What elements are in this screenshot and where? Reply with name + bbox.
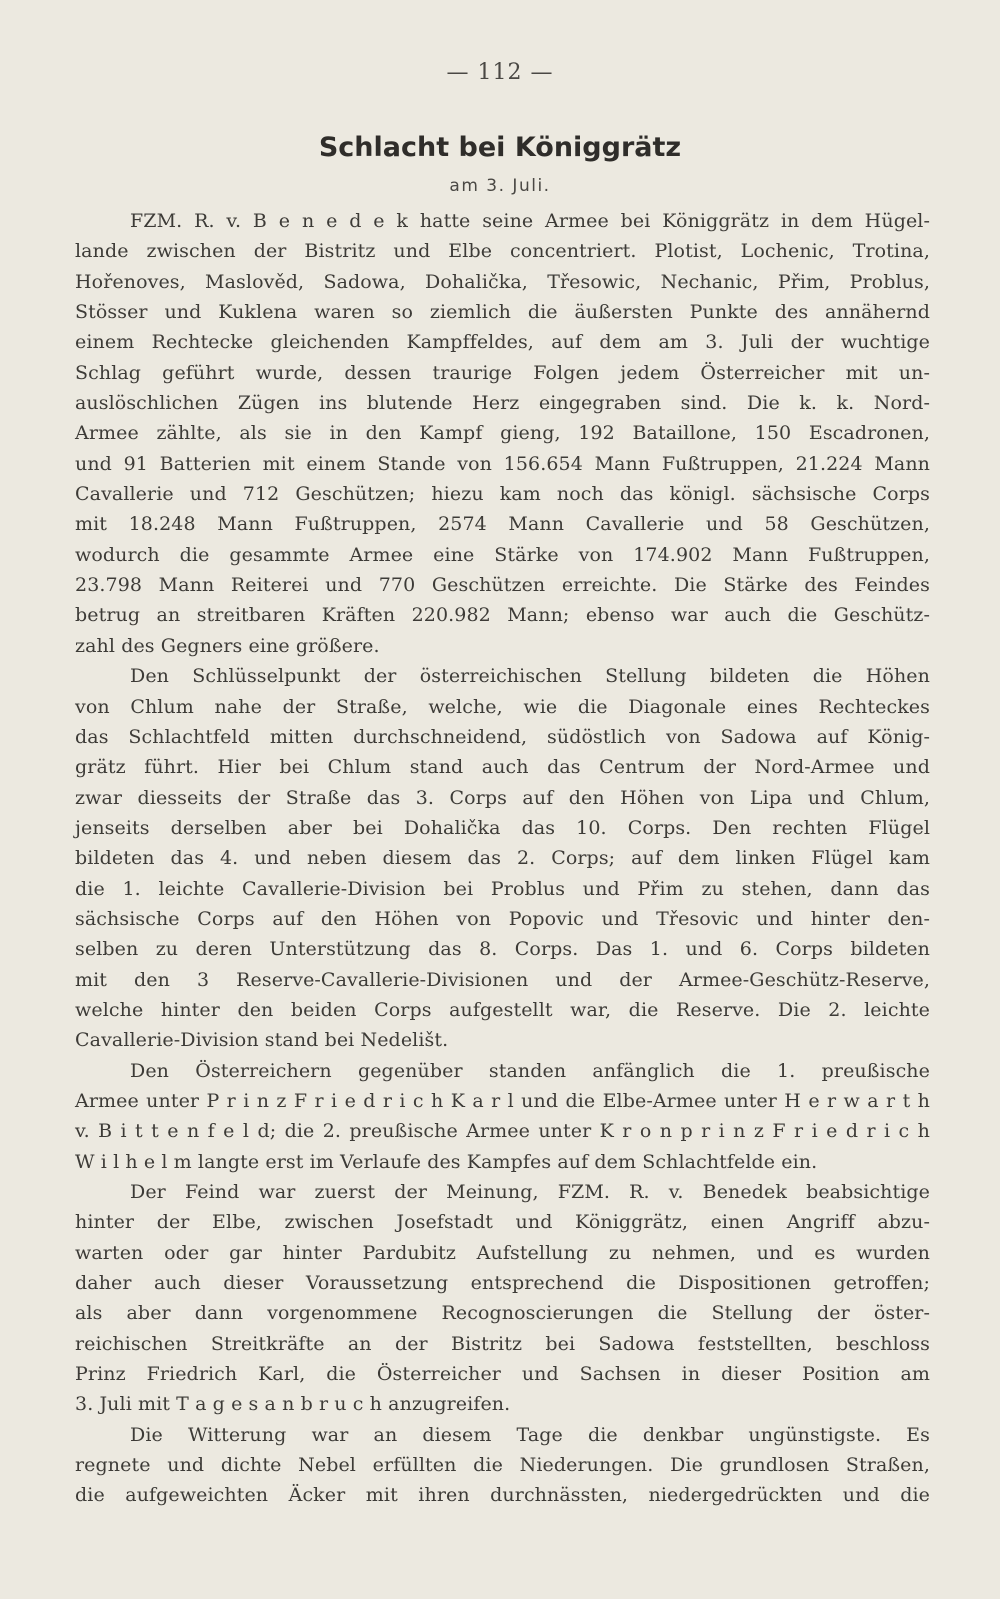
text-line: reichischen Streitkräfte an der Bistritz bei Sadowa feststellten, beschloss [75,1332,930,1355]
text-line: Schlag geführt wurde, dessen traurige Folgen jedem Österreicher mit un- [75,361,930,384]
text-line: Stösser und Kuklena waren so ziemlich die äußersten Punkte des annähernd [75,301,930,324]
text-line: zahl des Gegners eine größere. [75,634,380,657]
text-line: mit den 3 Reserve-Cavallerie-Divisionen und der Armee-Geschütz-Reserve, [75,968,930,991]
text-line: Prinz Friedrich Karl, die Österreicher und Sachsen in dieser Position am [75,1363,930,1386]
text-line: FZM. R. v. B e n e d e k hatte seine Armee bei Königgrätz in dem Hügel- [130,210,930,232]
body-text [75,206,930,1511]
text-line: zwar diesseits der Straße das 3. Corps auf den Höhen von Lipa und Chlum, [75,786,930,809]
text-line: einem Rechtecke gleichenden Kampffeldes, auf dem am 3. Juli der wuchtige [75,331,930,354]
text-line: v. B i t t e n f e l d; die 2. preußische Armee unter K r o n p r i n z F r i e d r i c h [75,1120,930,1143]
text-line: 3. Juli mit T a g e s a n b r u c h anzugreifen. [75,1393,511,1416]
text-line: 23.798 Mann Reiterei und 770 Geschützen erreichte. Die Stärke des Feindes [75,574,930,597]
text-line: Cavallerie und 712 Geschützen; hiezu kam noch das königl. sächsische Corps [75,483,930,506]
text-line: und 91 Batterien mit einem Stande von 156.654 Mann Fußtruppen, 21.224 Mann [75,452,930,475]
text-line: warten oder gar hinter Pardubitz Aufstellung zu nehmen, und es wurden [75,1241,930,1264]
text-line: die aufgeweichten Äcker mit ihren durchnässten, niedergedrückten und die [75,1484,930,1507]
text-line: daher auch dieser Voraussetzung entsprechend die Dispositionen getroffen; [75,1272,930,1295]
text-line: Armee zählte, als sie in den Kampf gieng, 192 Bataillone, 150 Escadronen, [75,422,930,445]
text-line: das Schlachtfeld mitten durchschneidend, südöstlich von Sadowa auf König- [75,725,930,748]
text-line: die 1. leichte Cavallerie-Division bei Problus und Přim zu stehen, dann das [75,877,930,900]
text-line: selben zu deren Unterstützung das 8. Corps. Das 1. und 6. Corps bildeten [75,938,930,961]
text-line: Hořenoves, Maslověd, Sadowa, Dohalička, Třesowic, Nechanic, Přim, Problus, [75,270,930,293]
text-line: grätz führt. Hier bei Chlum stand auch das Centrum der Nord-Armee und [75,756,930,779]
text-line: auslöschlichen Zügen ins blutende Herz eingegraben sind. Die k. k. Nord- [75,392,930,415]
text-line: bildeten das 4. und neben diesem das 2. Corps; auf dem linken Flügel kam [75,847,930,870]
text-line: Den Schlüsselpunkt der österreichischen Stellung bildeten die Höhen [130,665,930,688]
page-title: Schlacht bei Königgrätz [318,132,682,163]
text-line: sächsische Corps auf den Höhen von Popovic und Třesovic und hinter den- [75,907,930,930]
text-line: hinter der Elbe, zwischen Josefstadt und Königgrätz, einen Angriff abzu- [75,1211,930,1234]
text-line: lande zwischen der Bistritz und Elbe concentriert. Plotist, Lochenic, Trotina, [75,240,930,263]
text-line: wodurch die gesammte Armee eine Stärke von 174.902 Mann Fußtruppen, [75,543,930,566]
text-line: Armee unter P r i n z F r i e d r i c h K a r l und die Elbe-Armee unter H e r w a r t h [75,1089,930,1112]
text-line: Cavallerie-Division stand bei Nedelišt. [75,1029,449,1052]
text-line: W i l h e l m langte erst im Verlaufe des Kampfes auf dem Schlachtfelde ein. [75,1150,818,1173]
page-subtitle: am 3. Juli. [449,176,551,196]
text-line: Die Witterung war an diesem Tage die denkbar ungünstigste. Es [130,1423,930,1446]
text-line: regnete und dichte Nebel erfüllten die Niederungen. Die grundlosen Straßen, [75,1454,930,1477]
text-line: welche hinter den beiden Corps aufgestellt war, die Reserve. Die 2. leichte [75,998,930,1021]
text-line: als aber dann vorgenommene Recognoscierungen die Stellung der öster- [75,1302,930,1325]
text-line: jenseits derselben aber bei Dohalička das 10. Corps. Den rechten Flügel [75,816,930,839]
text-line: betrug an streitbaren Kräften 220.982 Mann; ebenso war auch die Geschütz- [75,604,930,627]
text-line: von Chlum nahe der Straße, welche, wie die Diagonale eines Rechteckes [75,695,930,718]
text-line: Der Feind war zuerst der Meinung, FZM. R. v. Benedek beabsichtige [130,1181,930,1203]
text-line: mit 18.248 Mann Fußtruppen, 2574 Mann Cavallerie und 58 Geschützen, [75,513,930,536]
page-number: — 112 — [446,60,554,85]
text-line: Den Österreichern gegenüber standen anfänglich die 1. preußische [130,1059,930,1082]
